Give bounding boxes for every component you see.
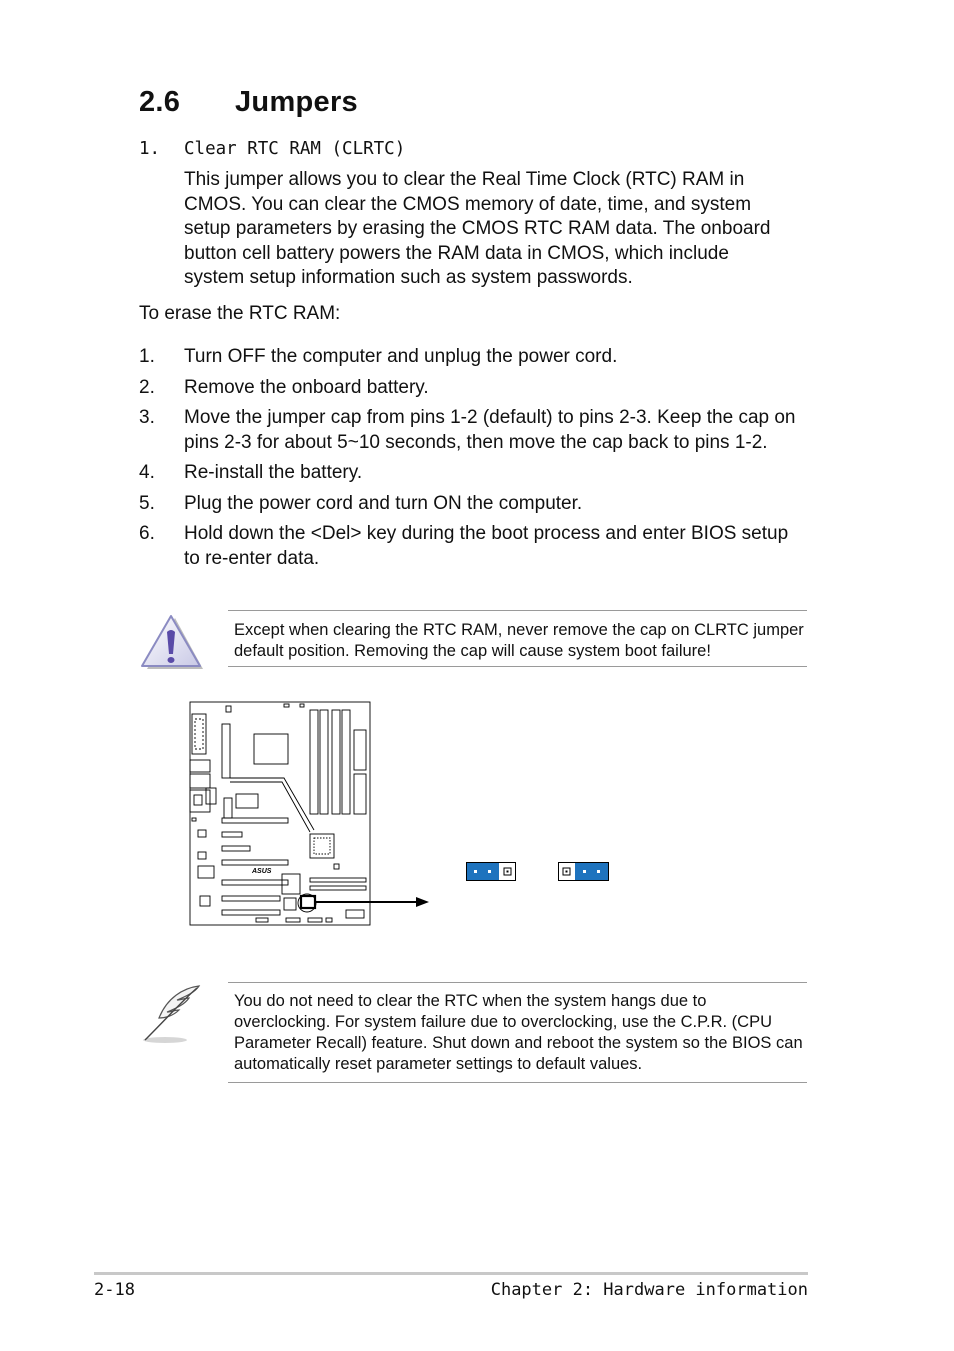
feather-quill-icon: [139, 982, 205, 1046]
list-item: 1. Turn OFF the computer and unplug the power cord.: [139, 346, 618, 367]
page-number: 2-18: [94, 1280, 135, 1300]
clrtc-location-marker: [301, 896, 315, 908]
item-description: This jumper allows you to clear the Real Time Clock (RTC) RAM in CMOS. You can clear the CMOS memory of date, time, and system setup parameters by erasing the CMOS RTC RAM data. The onboard button cell battery powers the RAM data in CMOS, which include system setup information such as system passwords.: [184, 169, 771, 288]
list-item: 2. Remove the onboard battery.: [139, 376, 429, 398]
list-item: 5. Plug the power cord and turn ON the computer.: [139, 492, 583, 514]
footer-divider: [94, 1272, 808, 1275]
board-logo: ASUS: [252, 868, 272, 875]
jumper-setting-clear: [558, 862, 609, 881]
chapter-title: Chapter 2: Hardware information: [490, 1280, 808, 1300]
list-item: 3. Move the jumper cap from pins 1-2 (default) to pins 2-3. Keep the cap on pins 2-3 for about 5~10 seconds, then move the cap back to pins 1-2.: [139, 407, 796, 453]
jumper-cap: [467, 863, 499, 880]
list-item: 6. Hold down the <Del> key during the boot process and enter BIOS setup to re-enter data.: [139, 523, 789, 569]
item-heading-text: Clear RTC RAM (CLRTC): [184, 139, 406, 159]
procedure-lead: To erase the RTC RAM:: [139, 303, 341, 324]
section-number: 2.6: [139, 86, 181, 118]
board-outline: [190, 702, 370, 925]
section-title: [139, 86, 358, 119]
jumper-cap: [575, 863, 608, 880]
motherboard-layout-diagram: [186, 700, 436, 928]
list-item: 4. Re-install the battery.: [139, 462, 363, 483]
arrow-head: [416, 897, 429, 907]
tip-note: You do not need to clear the RTC when the system hangs due to overclocking. For system failure due to overclocking, use the C.P.R. (CPU Parameter Recall) feature. Shut down and reboot the system so the BIOS can automatically reset parameter settings to default values.: [228, 982, 807, 1083]
item-heading: [139, 139, 405, 159]
procedure-steps: [139, 345, 809, 577]
section-title-text: Jumpers: [235, 86, 358, 118]
warning-triangle-icon: [139, 614, 205, 672]
jumper-setting-default: [466, 862, 516, 881]
caution-note: Except when clearing the RTC RAM, never remove the cap on CLRTC jumper default position. Removing the cap will cause system boot failure!: [228, 610, 807, 667]
item-number: 1.: [139, 139, 161, 159]
